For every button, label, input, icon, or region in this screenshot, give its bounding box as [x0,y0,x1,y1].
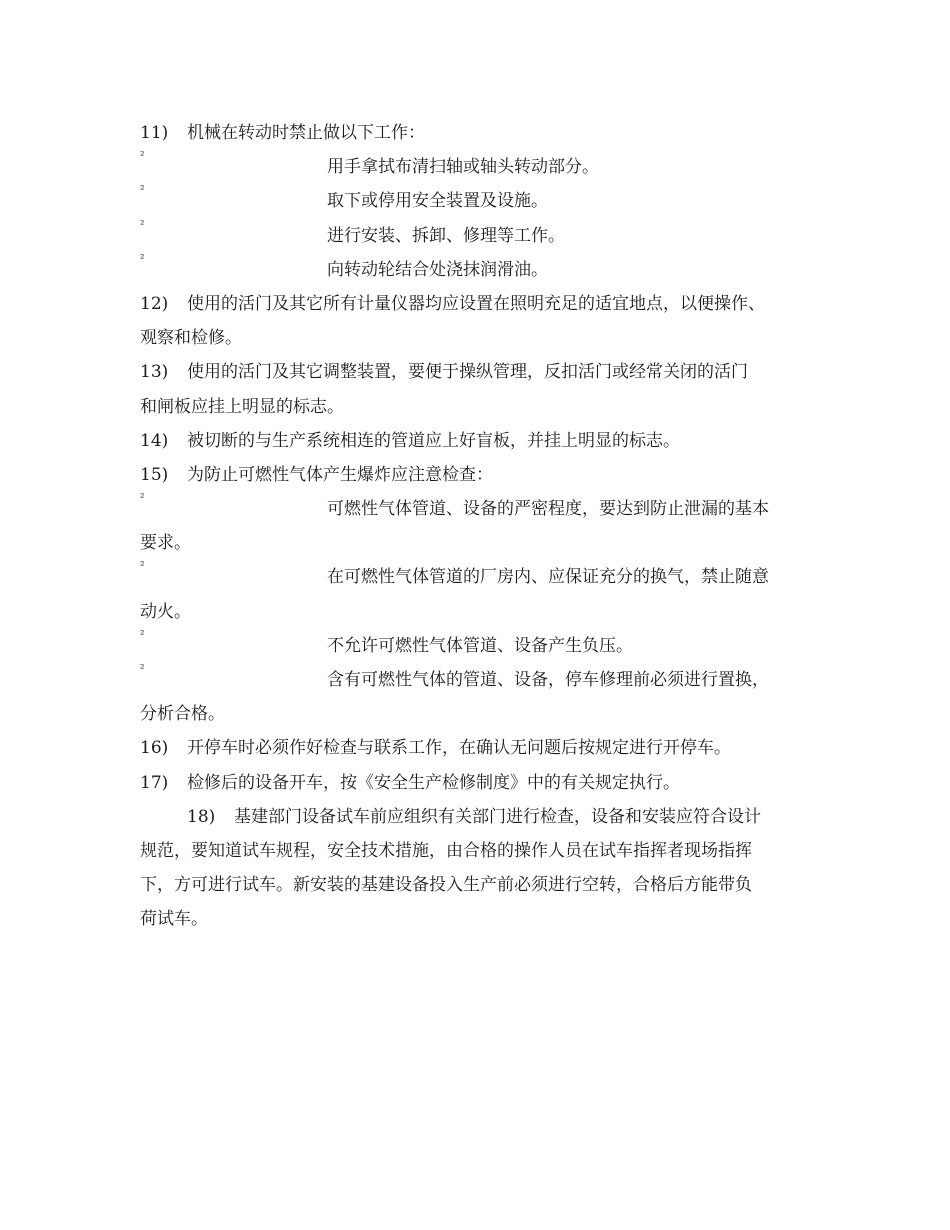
item-15 [140,458,830,492]
bullet-item [140,663,830,697]
item-text-line2: 规范，要知道试车规程，安全技术措施，由合格的操作人员在试车指挥者现场指挥 [140,840,752,861]
bullet-item [140,219,830,253]
bullet-item [140,184,830,218]
bullet-text: 取下或停用安全装置及设施。 [327,191,548,212]
item-text: 检修后的设备开车，按《安全生产检修制度》中的有关规定执行。 [187,772,680,793]
bullet-text: 进行安装、拆卸、修理等工作。 [327,225,565,246]
bullet-text-line1: 在可燃性气体管道的厂房内、应保证充分的换气，禁止随意 [327,567,769,588]
item-number: 18) [187,806,216,827]
bullet-item-continued [140,526,830,560]
bullet-item [140,492,830,526]
bullet-text-line2: 要求。 [140,533,191,554]
bullet-text-line2: 分析合格。 [140,704,225,725]
item-14 [140,424,830,458]
item-number: 11) [140,123,169,143]
bullet-item [140,150,830,184]
item-number: 14) [140,430,169,451]
item-text-line2: 和闸板应挂上明显的标志。 [140,396,344,417]
item-text: 被切断的与生产系统相连的管道应上好盲板，并挂上明显的标志。 [187,430,680,451]
item-13 [140,355,830,389]
bullet-item [140,253,830,287]
bullet-text: 向转动轮结合处浇抹润滑油。 [327,259,548,280]
bullet-mark: ² [140,559,145,573]
item-16 [140,731,830,765]
bullet-mark: ² [140,149,145,163]
bullet-text: 不允许可燃性气体管道、设备产生负压。 [327,635,633,656]
item-11 [140,116,830,150]
bullet-mark: ² [140,627,145,641]
bullet-mark: ² [140,217,145,231]
item-number: 13) [140,362,169,383]
bullet-mark: ² [140,251,145,265]
item-text-line1: 使用的活门及其它所有计量仪器均应设置在照明充足的适宜地点，以便操作、 [187,293,765,314]
item-number: 17) [140,772,169,793]
item-17 [140,766,830,800]
bullet-text-line1: 含有可燃性气体的管道、设备，停车修理前必须进行置换， [327,670,769,690]
bullet-text-line1: 可燃性气体管道、设备的严密程度，要达到防止泄漏的基本 [327,499,769,520]
item-text: 机械在转动时禁止做以下工作： [187,123,425,143]
bullet-text: 用手拿拭布清扫轴或轴头转动部分。 [327,157,599,178]
document-body [140,116,830,937]
item-12-continued [140,321,830,355]
item-18-continued [140,902,830,936]
item-13-continued [140,390,830,424]
item-18-continued [140,868,830,902]
bullet-mark: ² [140,662,145,675]
item-18 [140,800,830,834]
item-text: 开停车时必须作好检查与联系工作，在确认无问题后按规定进行开停车。 [187,738,731,759]
item-number: 12) [140,293,169,314]
item-text-line1: 基建部门设备试车前应组织有关部门进行检查，设备和安装应符合设计 [234,806,761,827]
item-text: 为防止可燃性气体产生爆炸应注意检查： [187,464,493,485]
item-number: 15) [140,464,169,485]
bullet-item-continued [140,595,830,629]
item-text-line2: 观察和检修。 [140,328,242,349]
bullet-item [140,560,830,594]
bullet-item-continued [140,697,830,731]
item-18-continued [140,834,830,868]
item-text-line4: 荷试车。 [140,909,208,930]
bullet-text-line2: 动火。 [140,601,191,622]
item-number: 16) [140,738,169,759]
bullet-item [140,629,830,663]
item-text-line3: 下，方可进行试车。新安装的基建设备投入生产前必须进行空转，合格后方能带负 [140,875,752,896]
bullet-mark: ² [140,491,145,505]
item-12 [140,287,830,321]
bullet-mark: ² [140,183,145,197]
item-text-line1: 使用的活门及其它调整装置，要便于操纵管理，反扣活门或经常关闭的活门 [187,362,748,383]
